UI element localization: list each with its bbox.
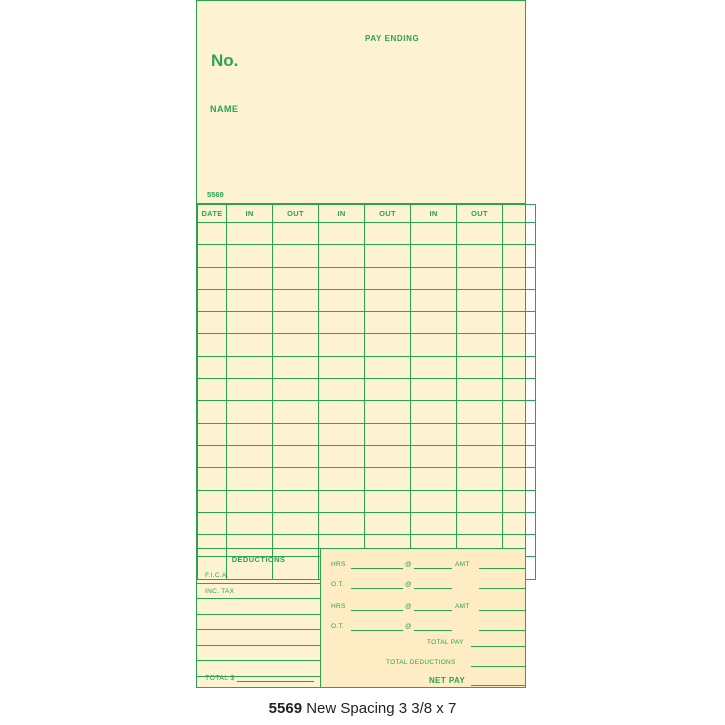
total-deductions-label: TOTAL DEDUCTIONS xyxy=(386,659,456,666)
deduction-row xyxy=(197,584,320,600)
grid-header-cell: IN xyxy=(319,205,365,223)
ot-hrs-rule-2 xyxy=(351,630,403,631)
amt-label-2: AMT xyxy=(455,603,470,610)
amt-label-1: AMT xyxy=(455,561,470,568)
table-row xyxy=(198,289,536,311)
grid-header-cell: IN xyxy=(411,205,457,223)
grid-header-cell xyxy=(503,205,536,223)
net-pay-label: NET PAY xyxy=(429,676,466,685)
grid-header-cell: OUT xyxy=(365,205,411,223)
deduction-row xyxy=(197,599,320,615)
amt-rule-1 xyxy=(479,568,525,569)
deduction-row xyxy=(197,646,320,662)
time-card xyxy=(196,0,526,688)
table-row xyxy=(198,423,536,445)
ot-rate-rule-1 xyxy=(414,588,452,589)
at-symbol-4: @ xyxy=(405,623,412,630)
card-header xyxy=(197,1,525,204)
hrs-label-1: HRS xyxy=(331,561,346,568)
table-row xyxy=(198,356,536,378)
ot-amt-rule-2 xyxy=(479,630,525,631)
caption-text: New Spacing 3 3/8 x 7 xyxy=(306,700,457,717)
grid-header-row xyxy=(198,205,536,223)
deduction-row xyxy=(197,568,320,584)
table-row xyxy=(198,445,536,467)
total-pay-rule xyxy=(471,646,525,647)
grid-header-cell: OUT xyxy=(457,205,503,223)
table-row xyxy=(198,245,536,267)
ot-hrs-rule-1 xyxy=(351,588,403,589)
deduction-label: F.I.C.A. xyxy=(205,572,229,579)
deduction-row xyxy=(197,630,320,646)
pay-ending-label: PAY ENDING xyxy=(365,34,420,43)
ot-amt-rule-1 xyxy=(479,588,525,589)
ot-rate-rule-2 xyxy=(414,630,452,631)
table-row xyxy=(198,512,536,534)
table-row xyxy=(198,401,536,423)
at-symbol-1: @ xyxy=(405,561,412,568)
at-symbol-3: @ xyxy=(405,603,412,610)
deduction-label: INC. TAX xyxy=(205,587,235,595)
name-label: NAME xyxy=(210,104,239,114)
deductions-total xyxy=(197,670,320,687)
table-row xyxy=(198,312,536,334)
amt-rule-2 xyxy=(479,610,525,611)
deductions-section xyxy=(197,549,321,687)
table-row xyxy=(198,267,536,289)
deduction-row xyxy=(197,615,320,631)
caption-number: 5569 xyxy=(268,700,303,717)
pay-section xyxy=(321,549,525,687)
at-symbol-2: @ xyxy=(405,581,412,588)
deductions-total-label: TOTAL $ xyxy=(205,675,235,682)
ot-label-2: O.T. xyxy=(331,623,345,630)
grid-header-cell: IN xyxy=(227,205,273,223)
rate-rule-2 xyxy=(414,610,452,611)
table-row xyxy=(198,379,536,401)
ot-label-1: O.T. xyxy=(331,581,345,588)
table-row xyxy=(198,334,536,356)
caption xyxy=(0,700,725,717)
card-footer xyxy=(197,548,525,687)
form-number: 5569 xyxy=(207,190,224,199)
rate-rule-1 xyxy=(414,568,452,569)
total-pay-label: TOTAL PAY xyxy=(427,639,464,646)
total-deductions-rule xyxy=(471,666,525,667)
grid-header-cell: OUT xyxy=(273,205,319,223)
time-grid xyxy=(197,204,536,580)
deductions-total-rule xyxy=(237,681,314,682)
hrs-rule-1 xyxy=(351,568,403,569)
grid-header-cell: DATE xyxy=(198,205,227,223)
table-row xyxy=(198,223,536,245)
table-row xyxy=(198,468,536,490)
table-row xyxy=(198,490,536,512)
hrs-label-2: HRS xyxy=(331,603,346,610)
net-pay-rule xyxy=(471,685,525,686)
number-label: No. xyxy=(211,51,239,70)
deductions-title: DEDUCTIONS xyxy=(231,555,286,564)
hrs-rule-2 xyxy=(351,610,403,611)
